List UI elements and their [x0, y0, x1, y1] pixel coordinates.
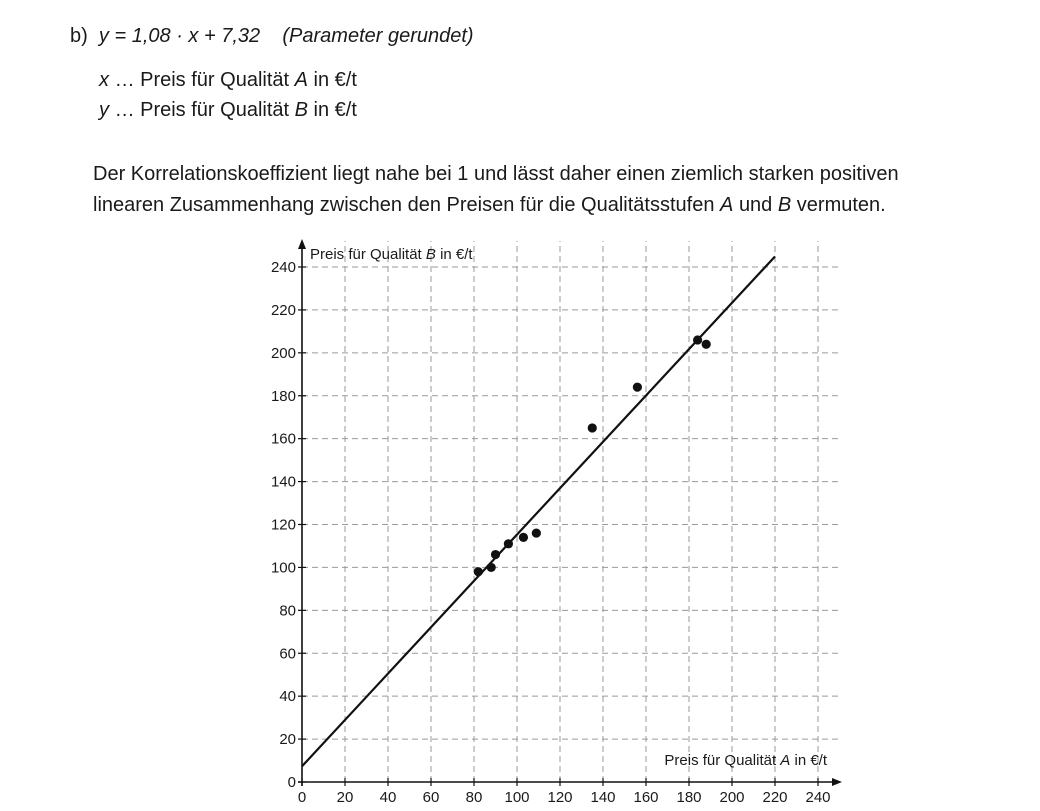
chart-grid	[302, 241, 842, 782]
paragraph-und: und	[738, 194, 773, 216]
part-label: b)	[70, 25, 88, 47]
def-y-sym: B	[294, 99, 308, 121]
y-tick-label-200: 200	[270, 344, 296, 362]
y-tick-label-180: 180	[270, 387, 296, 405]
data-points	[474, 335, 711, 576]
chart-ticks	[271, 259, 831, 806]
regression-line	[302, 256, 775, 766]
data-point-3	[491, 550, 500, 559]
def-x-text: … Preis für Qualität	[114, 69, 290, 91]
def-x-unit: in €/t	[313, 69, 357, 91]
data-point-7	[588, 423, 597, 432]
y-tick-label-100: 100	[270, 559, 296, 577]
paragraph-text-1: Der Korrelationskoeffizient liegt nahe bei 1 und lässt daher einen ziemlich starken positiven	[93, 163, 899, 185]
x-tick-label-180: 180	[676, 789, 702, 806]
x-tick-label-0: 0	[297, 789, 307, 806]
y-tick-label-220: 220	[270, 301, 296, 319]
y-tick-label-40: 40	[279, 688, 296, 706]
x-tick-label-240: 240	[805, 789, 831, 806]
def-x-var: x	[99, 69, 109, 91]
paragraph-sym-a: A	[720, 194, 734, 216]
equation-note: (Parameter gerundet)	[282, 25, 474, 47]
x-tick-label-20: 20	[336, 789, 354, 806]
x-tick-label-200: 200	[719, 789, 745, 806]
x-tick-label-100: 100	[504, 789, 530, 806]
x-tick-label-60: 60	[422, 789, 440, 806]
data-point-6	[532, 528, 541, 537]
x-axis-arrow	[832, 778, 842, 786]
y-tick-label-140: 140	[270, 473, 296, 491]
x-tick-label-120: 120	[547, 789, 573, 806]
data-point-8	[633, 383, 642, 392]
y-tick-label-120: 120	[270, 516, 296, 534]
y-tick-label-60: 60	[279, 645, 296, 663]
y-axis-label: Preis für Qualität B in €/t	[310, 246, 473, 263]
data-point-10	[702, 340, 711, 349]
data-point-1	[474, 567, 483, 576]
regression-layer	[302, 256, 775, 766]
paragraph-sym-b: B	[777, 194, 792, 216]
x-tick-label-160: 160	[633, 789, 659, 806]
y-tick-label-80: 80	[279, 602, 296, 620]
x-tick-label-220: 220	[762, 789, 788, 806]
paragraph-text-2a: linearen Zusammenhang zwischen den Preisen für die Qualitätsstufen	[93, 194, 715, 216]
y-axis-arrow	[298, 239, 306, 249]
chart-axes	[298, 239, 842, 786]
data-point-9	[693, 335, 702, 344]
y-tick-label-20: 20	[279, 731, 296, 749]
data-point-2	[487, 563, 496, 572]
data-point-5	[519, 533, 528, 542]
def-x-sym: A	[294, 69, 308, 91]
def-y-text: … Preis für Qualität	[114, 99, 290, 121]
x-axis-label: Preis für Qualität A in €/t	[664, 752, 827, 769]
x-tick-label-140: 140	[590, 789, 616, 806]
def-y-unit: in €/t	[313, 99, 357, 121]
data-point-4	[504, 539, 513, 548]
x-tick-label-80: 80	[465, 789, 483, 806]
x-tick-label-40: 40	[379, 789, 397, 806]
def-y-var: y	[99, 99, 109, 121]
y-tick-label-240: 240	[270, 259, 296, 276]
paragraph-end: vermuten.	[796, 194, 886, 216]
y-tick-label-0: 0	[287, 774, 296, 791]
y-tick-label-160: 160	[270, 430, 296, 448]
regression-equation: y = 1,08 · x + 7,32	[98, 25, 261, 47]
